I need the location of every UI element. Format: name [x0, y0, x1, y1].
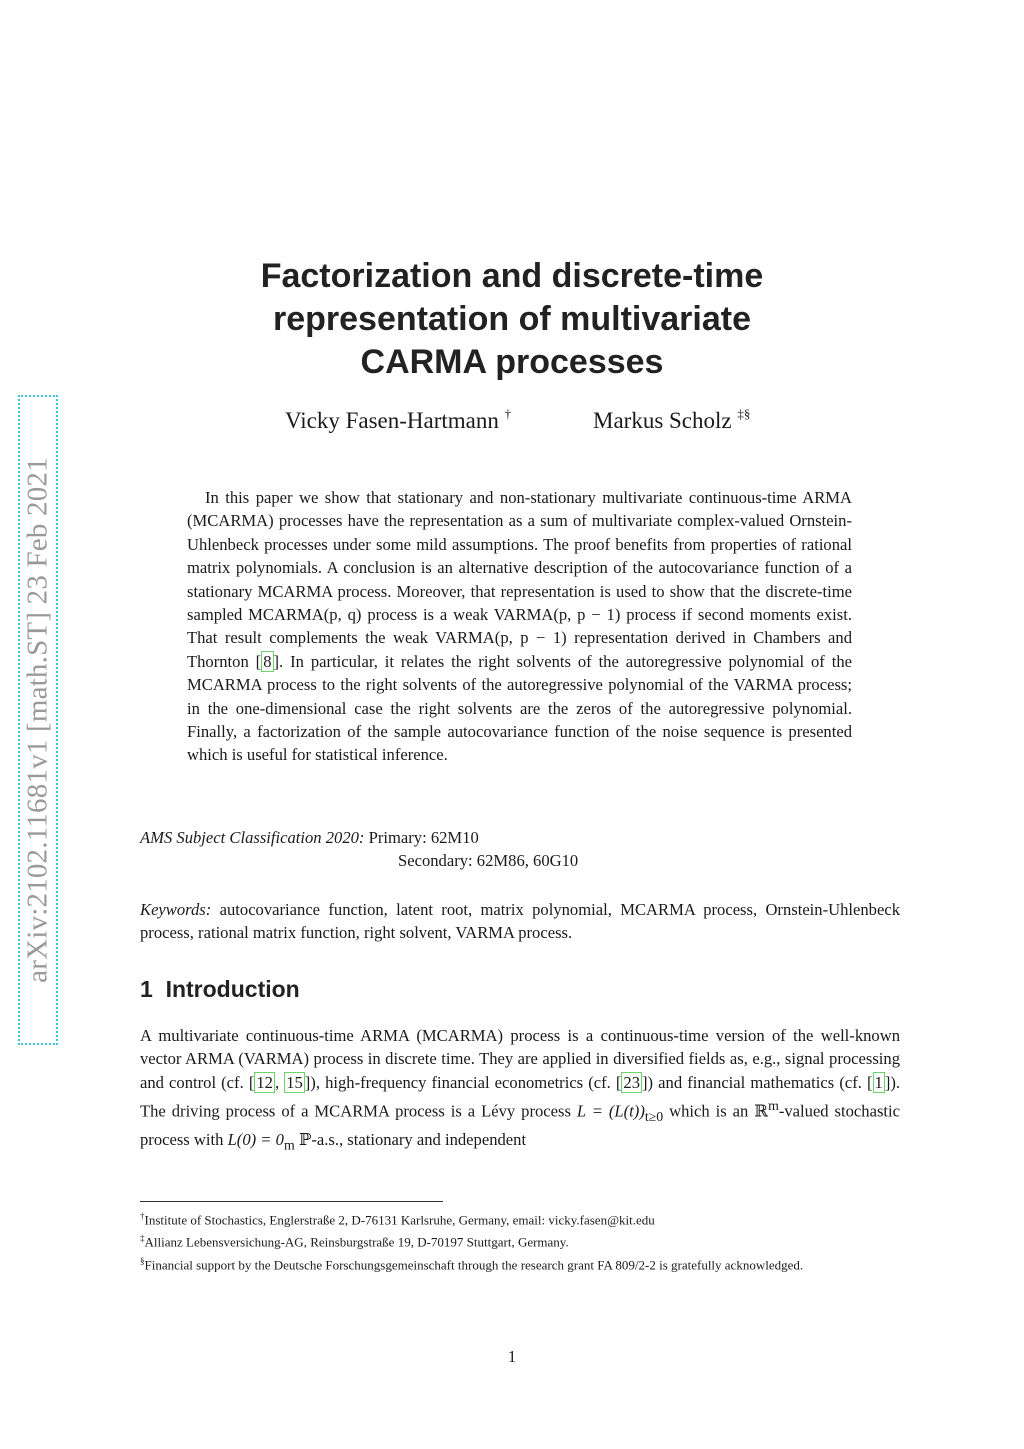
- footnote-text: Allianz Lebensversichung-AG, Reinsburgstraße 19, D-70197 Stuttgart, Germany.: [144, 1234, 569, 1250]
- footnotes: [140, 1207, 900, 1274]
- intro-paragraph: A multivariate continuous-time ARMA (MCARMA) process is a continuous-time version of the well-known vector ARMA (VARMA) process in discrete time. They are applied in diversified fields as, e.g., signal processing and control (cf. [ 12 , 15 ]), high-frequency financial econometrics (cf. [ 23 ]) and financial mathematics (cf. [ 1 ]). The driving process of a MCARMA process is a Lévy process $L = (L(t))_{t\ge 0}$ which is an ℝ$^m$-valued stochastic process with $L(0) = 0_m$ ℙ-a.s., stationary and independent: [140, 1026, 901, 1153]
- author-2: [593, 408, 750, 434]
- citation-link[interactable]: 15: [286, 1072, 303, 1092]
- citation-link[interactable]: 12: [256, 1072, 273, 1092]
- math-varma: VARMA(p, p − 1): [435, 628, 567, 648]
- section-title: Introduction: [165, 976, 300, 1002]
- math-reals: ℝ: [754, 1101, 769, 1121]
- ams-secondary: Secondary: 62M86, 60G10: [398, 851, 579, 871]
- title-line-1: Factorization and discrete-time: [260, 257, 764, 295]
- citation-link[interactable]: 8: [263, 651, 272, 671]
- section-heading: [140, 976, 300, 1003]
- math-varma: VARMA(p, p − 1): [493, 605, 621, 625]
- abstract-text: process if second moments exist. That result complements the weak: [187, 605, 853, 648]
- intro-text: ℙ-a.s., stationary and independent: [294, 1130, 527, 1150]
- math-superscript: m: [768, 1098, 779, 1114]
- abstract-paragraph: [187, 486, 852, 767]
- paper-title: [0, 255, 1024, 384]
- keywords-label: Keywords:: [140, 900, 212, 919]
- author-2-marks: ‡§: [737, 406, 751, 421]
- math-levy-process: L = (L(t)): [576, 1101, 645, 1121]
- keywords-text: autocovariance function, latent root, matrix polynomial, MCARMA process, Ornstein-Uhlenbeck process, rational matrix function, right solvent, VARMA process.: [140, 900, 900, 943]
- footnote-text: Financial support by the Deutsche Forschungsgemeinschaft through the research grant FA 809/2-2 is gratefully acknowledged.: [144, 1256, 804, 1272]
- math-mcarma: MCARMA(p, q): [248, 605, 362, 625]
- page-number: 1: [507, 1347, 517, 1366]
- abstract: [187, 486, 852, 767]
- footnote-rule: [140, 1201, 443, 1202]
- footnote-mark: §: [140, 1255, 145, 1266]
- author-2-name: Markus Scholz: [593, 408, 732, 433]
- arxiv-stamp-text: arXiv:2102.11681v1 [math.ST] 23 Feb 2021: [21, 457, 54, 983]
- footnote-text: Institute of Stochastics, Englerstraße 2, D-76131 Karlsruhe, Germany, email: vicky.fasen@kit.edu: [144, 1212, 655, 1228]
- footnote-mark: †: [140, 1211, 145, 1221]
- math-subscript: t≥0: [644, 1109, 664, 1125]
- intro-text: ]). The driving process of a MCARMA process is a Lévy process: [140, 1072, 901, 1121]
- intro-text: -valued stochastic process with: [140, 1101, 900, 1150]
- ams-primary: Primary: 62M10: [368, 828, 479, 847]
- author-1: [285, 408, 511, 434]
- citation-link[interactable]: 1: [874, 1072, 883, 1092]
- intro-text: ]), high-frequency financial econometrics (cf. [: [304, 1072, 622, 1092]
- ams-classification: [140, 826, 579, 871]
- section-number: 1: [140, 976, 153, 1002]
- footnote-1: [140, 1207, 900, 1229]
- abstract-text: process is a weak: [361, 605, 494, 625]
- title-line-3: CARMA processes: [360, 343, 664, 381]
- abstract-text: representation derived in Chambers and Thornton [: [187, 628, 852, 671]
- math-subscript: m: [283, 1137, 295, 1153]
- arxiv-stamp[interactable]: [18, 395, 58, 1045]
- ams-label: AMS Subject Classification 2020:: [140, 828, 365, 847]
- intro-text: which is an: [663, 1101, 755, 1121]
- math-initial-value: L(0) = 0: [227, 1130, 284, 1150]
- keywords: [140, 898, 900, 945]
- citation-link[interactable]: 23: [623, 1072, 641, 1092]
- abstract-text: In this paper we show that stationary and non-stationary multivariate continuous-time ARMA (MCARMA) processes have the representation as a sum of multivariate complex-valued Ornstein-Uhlenbeck processes under some mild assumptions. The proof benefits from properties of rational matrix polynomials. A conclusion is an alternative description of the autocovariance function of a stationary MCARMA process. Moreover, that representation is used to show that the discrete-time sampled: [187, 488, 852, 625]
- footnote-mark: ‡: [140, 1233, 145, 1244]
- title-line-2: representation of multivariate: [272, 300, 751, 338]
- author-1-marks: †: [504, 406, 512, 421]
- footnote-3: [140, 1252, 900, 1274]
- footnote-2: [140, 1229, 900, 1251]
- abstract-text: ]. In particular, it relates the right solvents of the autoregressive polynomial of the MCARMA process to the right solvents of the autoregressive polynomial of the VARMA process; in the one-dimensional case the right solvents are the zeros of the autoregressive polynomial. Finally, a factorization of the sample autocovariance function of the noise sequence is presented which is useful for statistical inference.: [187, 651, 852, 765]
- intro-text: ]) and financial mathematics (cf. [: [642, 1072, 873, 1092]
- intro-text: A multivariate continuous-time ARMA (MCARMA) process is a continuous-time version of the well-known vector ARMA (VARMA) process in discrete time. They are applied in diversified fields as, e.g., signal processing and control (cf. [: [140, 1026, 900, 1092]
- author-1-name: Vicky Fasen-Hartmann: [285, 408, 499, 433]
